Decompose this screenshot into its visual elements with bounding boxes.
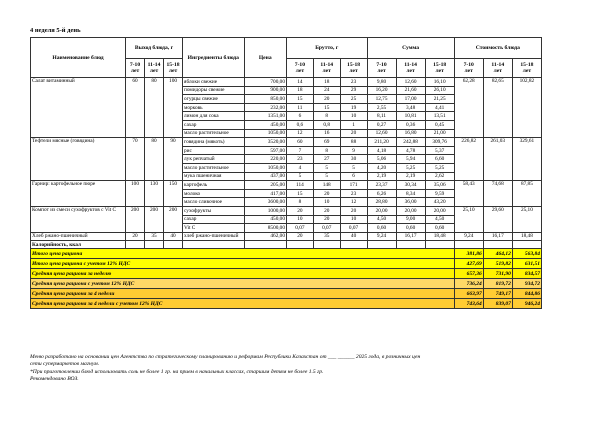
dish-yield: 200	[164, 206, 183, 232]
ingredient-name: сахар	[183, 120, 244, 129]
ingredient-name: рис	[183, 146, 244, 155]
header-age-2	[145, 59, 164, 78]
ingredient-gross: 0,6	[286, 120, 313, 129]
ingredient-sum: 309,76	[425, 138, 454, 147]
ingredient-gross: 8	[313, 112, 340, 121]
ingredient-price: 1351,00	[244, 112, 286, 121]
ingredient-sum: 3,48	[396, 103, 425, 112]
age-range: 15-18	[347, 62, 361, 68]
ingredient-gross: 20	[286, 206, 313, 215]
ingredient-gross: 25	[340, 95, 367, 104]
summary-value: 819,72	[483, 279, 512, 289]
ingredient-gross: 10	[340, 112, 367, 121]
dish-yield: 200	[126, 206, 145, 232]
ingredient-name: говядина (мякоть)	[183, 138, 244, 147]
ingredient-gross: 0,8	[313, 120, 340, 129]
ingredient-gross: 27	[313, 155, 340, 164]
ingredient-gross: 1	[340, 120, 367, 129]
header-age-2	[313, 59, 340, 78]
calories-cell	[145, 241, 164, 249]
dish-yield: 60	[126, 78, 145, 138]
ingredient-name: масло растительное	[183, 129, 244, 138]
ingredient-gross: 148	[313, 181, 340, 190]
ingredient-sum: 23,37	[367, 181, 396, 190]
dish-cost: 9,24	[454, 232, 483, 241]
dish-cost: 329,61	[512, 138, 541, 181]
calories-cell	[126, 241, 145, 249]
ingredient-sum: 28,80	[367, 198, 396, 207]
calories-cell	[340, 241, 367, 249]
age-range: 11-14	[491, 62, 505, 68]
ingredient-gross: 18	[313, 78, 340, 87]
summary-value: 834,57	[512, 269, 541, 279]
ingredient-sum: 9,80	[367, 78, 396, 87]
summary-row	[31, 269, 542, 279]
summary-value: 844,86	[512, 289, 541, 299]
summary-label: Средняя цена рациона за неделю	[31, 269, 455, 279]
summary-value: 946,24	[512, 299, 541, 309]
age-range: 7-10	[376, 62, 387, 68]
ingredient-sum: 5,37	[425, 146, 454, 155]
note-line: сети супермаркетов магнум.	[30, 361, 100, 368]
ingredient-sum: 21,25	[425, 95, 454, 104]
ingredient-price: 3520,00	[244, 138, 286, 147]
header-dish: Наименование блюд	[31, 38, 126, 78]
ingredient-sum: 5,25	[396, 163, 425, 172]
age-range: 11-14	[404, 62, 417, 68]
dish-cost: 58,43	[454, 181, 483, 207]
summary-row	[31, 289, 542, 299]
header-gross: Брутто, г	[286, 38, 367, 59]
summary-label: Средняя цена рациона за 4 недели с учетом 12% НДС	[31, 299, 455, 309]
ingredient-name: сахар	[183, 215, 244, 224]
age-unit: лет	[522, 68, 532, 74]
dish-yield: 100	[164, 78, 183, 138]
summary-value: 381,86	[454, 249, 483, 259]
ingredient-name: сухофрукты	[183, 206, 244, 215]
calories-row	[31, 241, 542, 249]
ingredient-gross: 20	[313, 215, 340, 224]
ingredient-sum: 13,51	[425, 112, 454, 121]
ingredient-name: яблоки свежие	[183, 78, 244, 87]
ingredient-sum: 16,17	[396, 232, 425, 241]
ingredient-sum: 6,26	[367, 189, 396, 198]
ingredient-gross: 5	[286, 172, 313, 181]
ingredient-sum: 2,19	[367, 172, 396, 181]
ingredient-gross: 20	[313, 206, 340, 215]
ingredient-sum: 0,45	[425, 120, 454, 129]
ingredient-sum: 21,60	[396, 86, 425, 95]
ingredient-sum: 0,27	[367, 120, 396, 129]
calories-cell	[183, 241, 244, 249]
dish-yield: 40	[164, 232, 183, 241]
header-yield: Выход блюда, г	[126, 38, 183, 59]
header-age-3	[425, 59, 454, 78]
ingredient-sum: 6,60	[425, 155, 454, 164]
dish-name: Салат витаминный	[31, 78, 126, 138]
calories-label: Калорийность, ккал	[31, 241, 126, 249]
ingredient-gross: 18	[286, 86, 313, 95]
ingredient-sum: 43,20	[425, 198, 454, 207]
ingredient-sum: 0,60	[425, 224, 454, 233]
ingredient-price: 450,00	[244, 120, 286, 129]
summary-value: 427,69	[454, 259, 483, 269]
ingredient-price: 1000,00	[244, 206, 286, 215]
dish-yield: 80	[145, 78, 164, 138]
age-unit: лет	[406, 68, 415, 74]
header-age-3	[512, 59, 541, 78]
ingredient-gross: 5	[313, 172, 340, 181]
ingredient-gross: 88	[340, 138, 367, 147]
ingredient-sum: 16,20	[367, 86, 396, 95]
menu-table	[30, 37, 542, 309]
header-age-1	[367, 59, 396, 78]
ingredient-price: 437,00	[244, 172, 286, 181]
ingredient-gross: 20	[340, 206, 367, 215]
ingredient-gross: 15	[313, 103, 340, 112]
dish-cost: 25,10	[454, 206, 483, 232]
ingredient-sum: 16,10	[425, 78, 454, 87]
ingredient-gross: 35	[313, 232, 340, 241]
age-range: 11-14	[147, 62, 161, 68]
ingredient-sum: 16,80	[396, 129, 425, 138]
header-ingredients: Ингредиенты блюда	[183, 38, 244, 78]
ingredient-sum: 18,48	[425, 232, 454, 241]
age-unit: лет	[377, 68, 386, 74]
dish-name: Тефтели мясные (говядина)	[31, 138, 126, 181]
ingredient-price: 850,00	[244, 95, 286, 104]
ingredient-sum: 4,78	[396, 146, 425, 155]
ingredient-sum: 9,00	[396, 215, 425, 224]
ingredient-gross: 23	[340, 189, 367, 198]
ingredient-price: 450,00	[244, 215, 286, 224]
ingredient-gross: 0,07	[313, 224, 340, 233]
ingredient-gross: 11	[286, 103, 313, 112]
header-price: Цена	[244, 38, 286, 78]
summary-value: 631,51	[512, 259, 541, 269]
ingredient-gross: 15	[286, 189, 313, 198]
ingredient-gross: 12	[286, 129, 313, 138]
ingredient-sum: 10,81	[396, 112, 425, 121]
dish-cost: 226,82	[454, 138, 483, 181]
ingredient-gross: 29	[340, 86, 367, 95]
ingredient-price: 417,00	[244, 189, 286, 198]
ingredient-price: 1050,00	[244, 129, 286, 138]
dish-cost: 87,85	[512, 181, 541, 207]
calories-cell	[367, 241, 396, 249]
summary-value: 519,82	[483, 259, 512, 269]
dish-yield: 35	[145, 232, 164, 241]
ingredient-gross: 23	[340, 78, 367, 87]
calories-cell	[512, 241, 541, 249]
ingredient-gross: 6	[340, 172, 367, 181]
table-row	[31, 206, 542, 215]
summary-row	[31, 259, 542, 269]
dish-yield: 70	[126, 138, 145, 181]
ingredient-gross: 114	[286, 181, 313, 190]
age-range: 15-18	[166, 62, 180, 68]
summary-value: 749,17	[483, 289, 512, 299]
ingredient-gross: 20	[340, 129, 367, 138]
dish-yield: 200	[145, 206, 164, 232]
ingredient-sum: 12,75	[367, 95, 396, 104]
ingredient-gross: 10	[313, 198, 340, 207]
summary-label: Средняя цена рациона за 4 недели	[31, 289, 455, 299]
dish-cost: 74,68	[483, 181, 512, 207]
ingredient-sum: 4,18	[367, 146, 396, 155]
ingredient-price: 1050,00	[244, 163, 286, 172]
summary-value: 464,12	[483, 249, 512, 259]
ingredient-name: картофель	[183, 181, 244, 190]
summary-value: 663,97	[454, 289, 483, 299]
ingredient-sum: 9,24	[367, 232, 396, 241]
note-line: *При приготовлении блюд использовать соль не более 1 гр. на прием в начальных классах, старшим детям не более 1.5 гр.	[30, 368, 324, 375]
age-range: 7-10	[463, 62, 474, 68]
age-unit: лет	[349, 68, 358, 74]
dish-cost: 18,48	[512, 232, 541, 241]
summary-row	[31, 279, 542, 289]
ingredient-price: 220,00	[244, 155, 286, 164]
ingredient-gross: 14	[286, 78, 313, 87]
ingredient-name: помидоры свежие	[183, 86, 244, 95]
calories-cell	[483, 241, 512, 249]
age-unit: лет	[130, 68, 140, 74]
ingredient-gross: 7	[286, 146, 313, 155]
ingredient-gross: 9	[340, 146, 367, 155]
calories-cell	[425, 241, 454, 249]
ingredient-gross: 20	[286, 232, 313, 241]
ingredient-sum: 20,00	[396, 206, 425, 215]
page-title: 4 неделя 5-й день	[30, 27, 81, 34]
dish-cost: 25,10	[512, 206, 541, 232]
ingredient-sum: 4,20	[367, 163, 396, 172]
ingredient-sum: 211,20	[367, 138, 396, 147]
dish-yield: 150	[164, 181, 183, 207]
age-range: 7-10	[294, 62, 306, 68]
ingredient-gross: 30	[340, 155, 367, 164]
header-cost: Стоимость блюда	[454, 38, 541, 59]
ingredient-gross: 4	[286, 163, 313, 172]
ingredient-sum: 2,19	[396, 172, 425, 181]
ingredient-sum: 5,94	[396, 155, 425, 164]
header-age-1	[286, 59, 313, 78]
calories-cell	[244, 241, 286, 249]
ingredient-name: огурцы свежие	[183, 95, 244, 104]
ingredient-sum: 20,00	[367, 206, 396, 215]
age-unit: лет	[149, 68, 159, 74]
ingredient-gross: 5	[313, 163, 340, 172]
ingredient-gross: 5	[340, 163, 367, 172]
ingredient-sum: 242,88	[396, 138, 425, 147]
dish-cost: 29,60	[483, 206, 512, 232]
menu-body	[31, 78, 542, 309]
header-age-3	[164, 59, 183, 78]
header-age-1	[454, 59, 483, 78]
ingredient-sum: 8,34	[396, 189, 425, 198]
summary-label: Средняя цена рациона с учетом 12% НДС	[31, 279, 455, 289]
dish-yield: 130	[145, 181, 164, 207]
ingredient-sum: 8,11	[367, 112, 396, 121]
dish-cost: 261,03	[483, 138, 512, 181]
ingredient-sum: 35,06	[425, 181, 454, 190]
summary-value: 839,07	[483, 299, 512, 309]
dish-yield: 90	[164, 138, 183, 181]
ingredient-sum: 2,62	[425, 172, 454, 181]
ingredient-gross: 12	[340, 198, 367, 207]
ingredient-price: 8500,00	[244, 224, 286, 233]
age-range: 7-10	[129, 62, 141, 68]
ingredient-sum: 0,60	[367, 224, 396, 233]
ingredient-gross: 6	[286, 112, 313, 121]
age-range: 15-18	[433, 62, 447, 68]
ingredient-gross: 20	[313, 189, 340, 198]
ingredient-sum: 4,50	[425, 215, 454, 224]
dish-cost: 102,82	[512, 78, 541, 138]
ingredient-sum: 12,60	[396, 78, 425, 87]
header-row-1	[31, 38, 542, 59]
dish-name: Гарнир: картофельное пюре	[31, 181, 126, 207]
ingredient-gross: 16	[313, 129, 340, 138]
ingredient-gross: 20	[313, 95, 340, 104]
ingredient-sum: 36,00	[396, 198, 425, 207]
header-sum: Сумма	[367, 38, 454, 59]
calories-cell	[313, 241, 340, 249]
calories-cell	[454, 241, 483, 249]
ingredient-price: 597,00	[244, 146, 286, 155]
dish-cost: 62,28	[454, 78, 483, 138]
calories-cell	[396, 241, 425, 249]
summary-value: 657,36	[454, 269, 483, 279]
age-unit: лет	[322, 68, 331, 74]
ingredient-price: 462,00	[244, 232, 286, 241]
ingredient-price: 205,00	[244, 181, 286, 190]
ingredient-gross: 8	[286, 198, 313, 207]
summary-row	[31, 299, 542, 309]
ingredient-sum: 5,06	[367, 155, 396, 164]
ingredient-sum: 9,59	[425, 189, 454, 198]
ingredient-name: масло растительное	[183, 163, 244, 172]
ingredient-gross: 40	[340, 232, 367, 241]
header-age-3	[340, 59, 367, 78]
ingredient-price: 3600,00	[244, 198, 286, 207]
ingredient-name: Vit C	[183, 224, 244, 233]
age-unit: лет	[435, 68, 444, 74]
table-row	[31, 78, 542, 87]
ingredient-name: молоко	[183, 189, 244, 198]
table-row	[31, 181, 542, 190]
ingredient-sum: 4,50	[367, 215, 396, 224]
dish-yield: 20	[126, 232, 145, 241]
ingredient-gross: 23	[286, 155, 313, 164]
dish-name: Хлеб ржано-пшеничный	[31, 232, 126, 241]
age-unit: лет	[168, 68, 178, 74]
summary-value: 743,64	[454, 299, 483, 309]
age-range: 11-14	[320, 62, 334, 68]
ingredient-gross: 171	[340, 181, 367, 190]
dish-yield: 100	[126, 181, 145, 207]
ingredient-name: масло сливочное	[183, 198, 244, 207]
note-line: Рекомендовано ВОЗ.	[30, 376, 79, 383]
ingredient-sum: 30,34	[396, 181, 425, 190]
age-range: 15-18	[520, 62, 534, 68]
ingredient-gross: 15	[286, 95, 313, 104]
ingredient-gross: 19	[340, 103, 367, 112]
summary-value: 934,72	[512, 279, 541, 289]
summary-label: Итого цена рациона с учетом 12% НДС	[31, 259, 455, 269]
dish-name: Компот из смеси сухофруктов с Vit C	[31, 206, 126, 232]
ingredient-sum: 12,60	[367, 129, 396, 138]
summary-value: 563,84	[512, 249, 541, 259]
ingredient-sum: 21,00	[425, 129, 454, 138]
ingredient-sum: 4,41	[425, 103, 454, 112]
dish-yield: 80	[145, 138, 164, 181]
age-unit: лет	[295, 68, 305, 74]
ingredient-sum: 20,00	[425, 206, 454, 215]
summary-value: 736,24	[454, 279, 483, 289]
summary-value: 731,90	[483, 269, 512, 279]
ingredient-sum: 0,60	[396, 224, 425, 233]
table-row	[31, 232, 542, 241]
ingredient-price: 700,00	[244, 78, 286, 87]
ingredient-gross: 60	[286, 138, 313, 147]
notes	[30, 354, 575, 384]
calories-cell	[164, 241, 183, 249]
ingredient-gross: 69	[313, 138, 340, 147]
ingredient-name: лимон для сока	[183, 112, 244, 121]
ingredient-name: лук репчатый	[183, 155, 244, 164]
calories-cell	[286, 241, 313, 249]
ingredient-gross: 10	[286, 215, 313, 224]
header-age-1	[126, 59, 145, 78]
header-age-2	[396, 59, 425, 78]
note-line: Меню разработано на основании цен Агентства по стратегическому планированию и реформам Республики Казахстан от ___ ______ 2025 года, в розничных цен	[30, 354, 421, 360]
ingredient-sum: 0,36	[396, 120, 425, 129]
header-age-2	[483, 59, 512, 78]
dish-cost: 82,65	[483, 78, 512, 138]
ingredient-sum: 26,10	[425, 86, 454, 95]
ingredient-name: хлеб ржано-пшеничный	[183, 232, 244, 241]
ingredient-gross: 10	[340, 215, 367, 224]
ingredient-price: 232,00	[244, 103, 286, 112]
table-row	[31, 138, 542, 147]
ingredient-sum: 2,55	[367, 103, 396, 112]
ingredient-price: 900,00	[244, 86, 286, 95]
ingredient-gross: 0,07	[340, 224, 367, 233]
summary-row	[31, 249, 542, 259]
dish-cost: 16,17	[483, 232, 512, 241]
ingredient-sum: 17,00	[396, 95, 425, 104]
age-unit: лет	[493, 68, 502, 74]
ingredient-sum: 5,25	[425, 163, 454, 172]
summary-label: Итого цена рациона	[31, 249, 455, 259]
ingredient-gross: 8	[313, 146, 340, 155]
ingredient-name: морковь	[183, 103, 244, 112]
ingredient-gross: 24	[313, 86, 340, 95]
ingredient-gross: 0,07	[286, 224, 313, 233]
age-unit: лет	[464, 68, 473, 74]
ingredient-name: мука пшеничная	[183, 172, 244, 181]
